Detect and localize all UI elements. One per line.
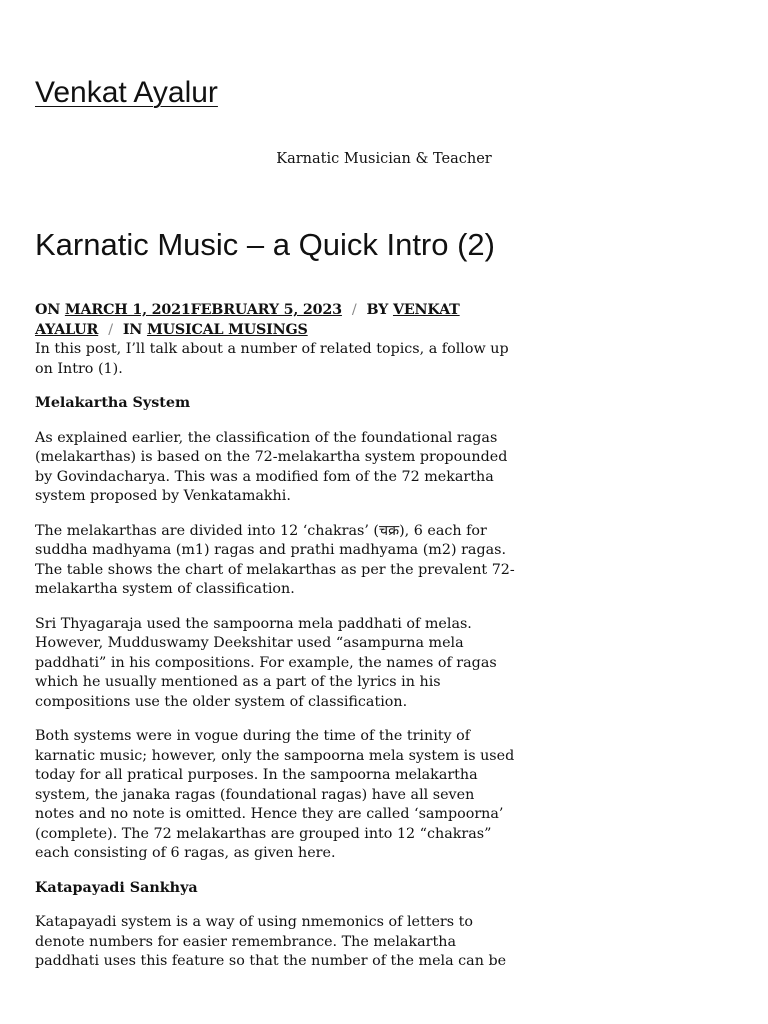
post-content	[35, 301, 515, 987]
post-date-link[interactable]: MARCH 1, 2021FEBRUARY 5, 2023	[64, 302, 342, 318]
meta-separator: /	[108, 321, 113, 338]
post-meta	[35, 301, 515, 340]
section-heading-katapayadi: Katapayadi Sankhya	[35, 879, 198, 896]
body-paragraph: Both systems were in vogue during the time of the trinity of karnatic music; however, only the sampoorna mela system is used today for all pratical purposes. In the sampoorna melakartha system, the janaka ragas (foundational ragas) have all seven notes and no note is omitted. Hence they are called ‘sampoorna’ (complete). The 72 melakarthas are grouped into 12 “chakras” each consisting of 6 ragas, as given here.	[35, 728, 515, 861]
meta-by-label: BY	[366, 302, 389, 318]
site-title-link[interactable]: Venkat Ayalur	[35, 76, 218, 109]
body-paragraph: As explained earlier, the classification of the foundational ragas (melakarthas) is based on the 72-melakartha system propounded by Govindacharya. This was a modified fom of the 72 mekartha system proposed by Venkatamakhi.	[35, 429, 508, 504]
body-paragraph: The melakarthas are divided into 12 ‘chakras’ (चक्र), 6 each for suddha madhyama (m1) ragas and prathi madhyama (m2) ragas. The table shows the chart of melakarthas as per the prevalent 72-melakartha system of classification.	[35, 522, 515, 597]
meta-on-label: ON	[35, 302, 61, 318]
post-title: Karnatic Music – a Quick Intro (2)	[35, 227, 495, 262]
site-tagline: Karnatic Musician & Teacher	[276, 151, 492, 167]
category-link[interactable]: MUSICAL MUSINGS	[146, 321, 308, 338]
body-paragraph: Katapayadi system is a way of using nmemonics of letters to denote numbers for easier remembrance. The melakartha paddhati uses this feature so that the number of the mela can be	[35, 914, 507, 969]
section-heading-melakartha: Melakartha System	[35, 395, 191, 411]
body-paragraph: Sri Thyagaraja used the sampoorna mela paddhati of melas. However, Mudduswamy Deekshitar used “asampurna mela paddhati” in his compositions. For example, the names of ragas which he usually mentioned as a part of the lyrics in his compositions use the older system of classification.	[35, 615, 497, 710]
author-link[interactable]: VENKAT AYALUR	[35, 302, 460, 338]
intro-paragraph: In this post, I’ll talk about a number of related topics, a follow up on Intro (1).	[35, 341, 509, 377]
meta-in-label: IN	[122, 321, 143, 338]
meta-separator: /	[351, 302, 357, 318]
